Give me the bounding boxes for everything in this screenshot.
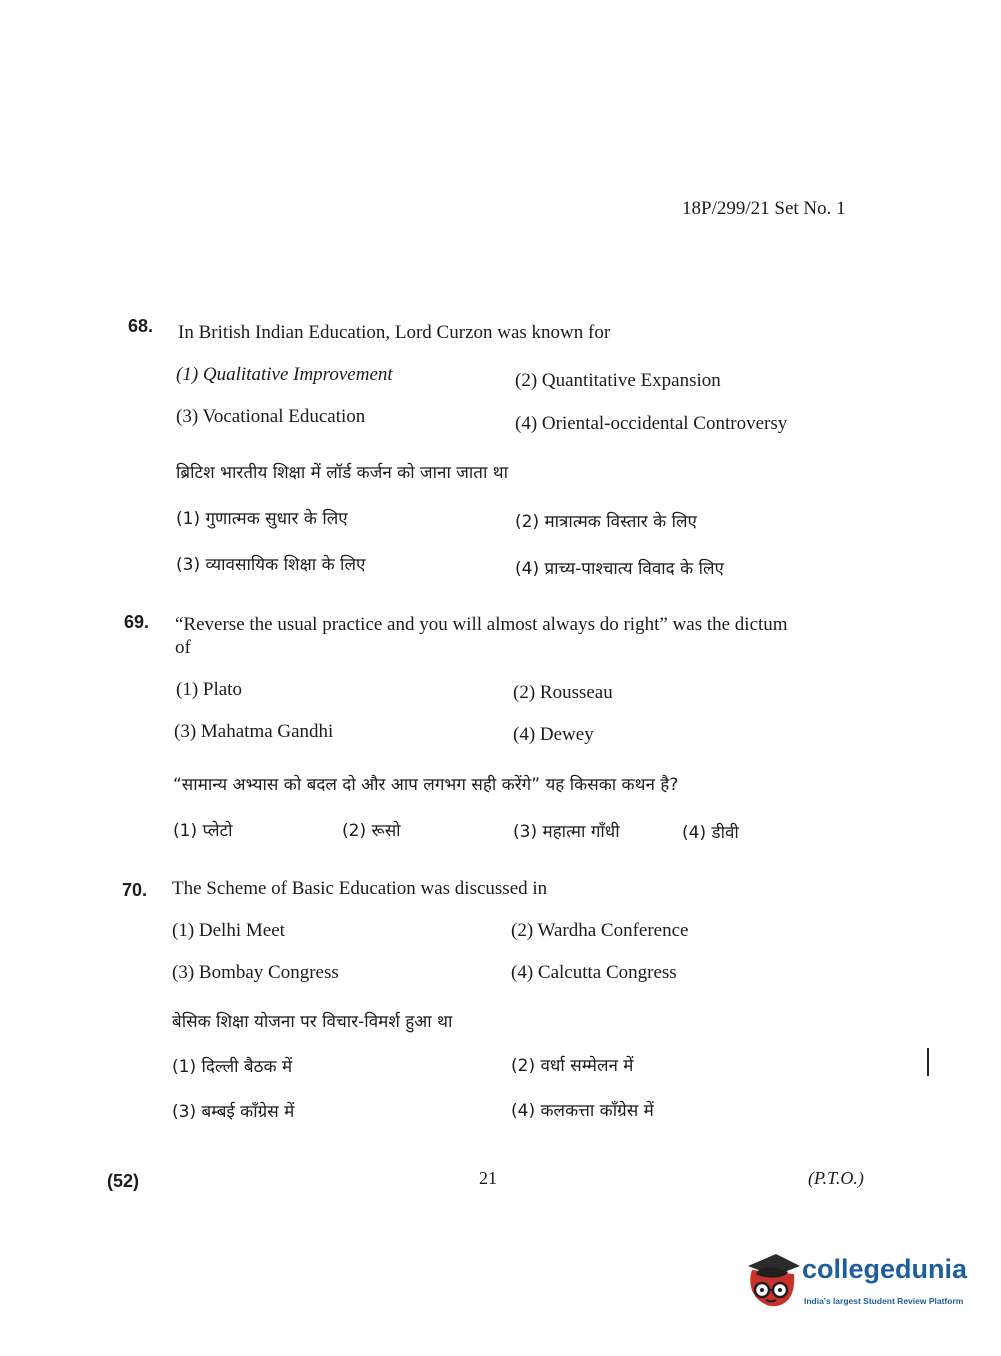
option-3-hindi: (3) बम्बई काँग्रेस में: [172, 1102, 295, 1122]
margin-mark: [927, 1048, 929, 1076]
option-1-hindi: (1) प्लेटो: [173, 821, 233, 841]
option-3: (3) Mahatma Gandhi: [174, 721, 334, 742]
option-3: (3) Bombay Congress: [172, 962, 339, 983]
option-4-hindi: (4) डीवी: [682, 823, 739, 843]
option-1: (1) Delhi Meet: [172, 920, 285, 941]
option-1: (1) Plato: [176, 679, 242, 700]
question-text-line2: of: [175, 637, 191, 658]
page-number: 21: [479, 1168, 497, 1188]
option-2-hindi: (2) वर्धा सम्मेलन में: [511, 1056, 634, 1076]
option-3-hindi: (3) महात्मा गाँधी: [513, 822, 620, 842]
option-4-hindi: (4) प्राच्य-पाश्चात्य विवाद के लिए: [515, 559, 724, 579]
option-2-hindi: (2) रूसो: [342, 821, 401, 841]
option-4: (4) Calcutta Congress: [511, 962, 677, 983]
option-4-hindi: (4) कलकत्ता काँग्रेस में: [511, 1101, 654, 1121]
pto-label: (P.T.O.): [808, 1168, 864, 1188]
option-2: (2) Wardha Conference: [511, 920, 689, 941]
question-text-hindi: ब्रिटिश भारतीय शिक्षा में लॉर्ड कर्जन को जाना जाता था: [176, 463, 509, 483]
question-text: The Scheme of Basic Education was discussed in: [172, 878, 548, 899]
question-number: 68.: [128, 316, 154, 336]
paper-code: 18P/299/21 Set No. 1: [682, 198, 846, 219]
question-number: 69.: [124, 612, 150, 632]
collegedunia-logo: [742, 1248, 972, 1318]
option-1-hindi: (1) दिल्ली बैठक में: [172, 1057, 293, 1077]
option-4: (4) Oriental-occidental Controversy: [515, 413, 788, 434]
question-text-line1: “Reverse the usual practice and you will almost always do right” was the dictum: [175, 614, 788, 635]
option-4: (4) Dewey: [513, 724, 594, 745]
logo-tagline: India's largest Student Review Platform: [804, 1296, 964, 1306]
option-1-hindi: (1) गुणात्मक सुधार के लिए: [176, 509, 348, 529]
question-text: In British Indian Education, Lord Curzon was known for: [178, 322, 611, 343]
question-text-hindi: “सामान्य अभ्यास को बदल दो और आप लगभग सही करेंगे” यह किसका कथन है?: [173, 775, 679, 795]
option-2-hindi: (2) मात्रात्मक विस्तार के लिए: [515, 512, 697, 532]
option-3: (3) Vocational Education: [176, 406, 366, 427]
footer-code: (52): [107, 1171, 140, 1191]
question-text-hindi: बेसिक शिक्षा योजना पर विचार-विमर्श हुआ था: [172, 1012, 453, 1032]
option-2: (2) Rousseau: [513, 682, 613, 703]
option-2: (2) Quantitative Expansion: [515, 370, 721, 391]
mascot-icon: [742, 1248, 804, 1312]
logo-wordmark: collegedunia: [802, 1254, 968, 1284]
question-number: 70.: [122, 880, 148, 900]
option-1: (1) Qualitative Improvement: [176, 364, 393, 385]
option-3-hindi: (3) व्यावसायिक शिक्षा के लिए: [176, 555, 366, 575]
